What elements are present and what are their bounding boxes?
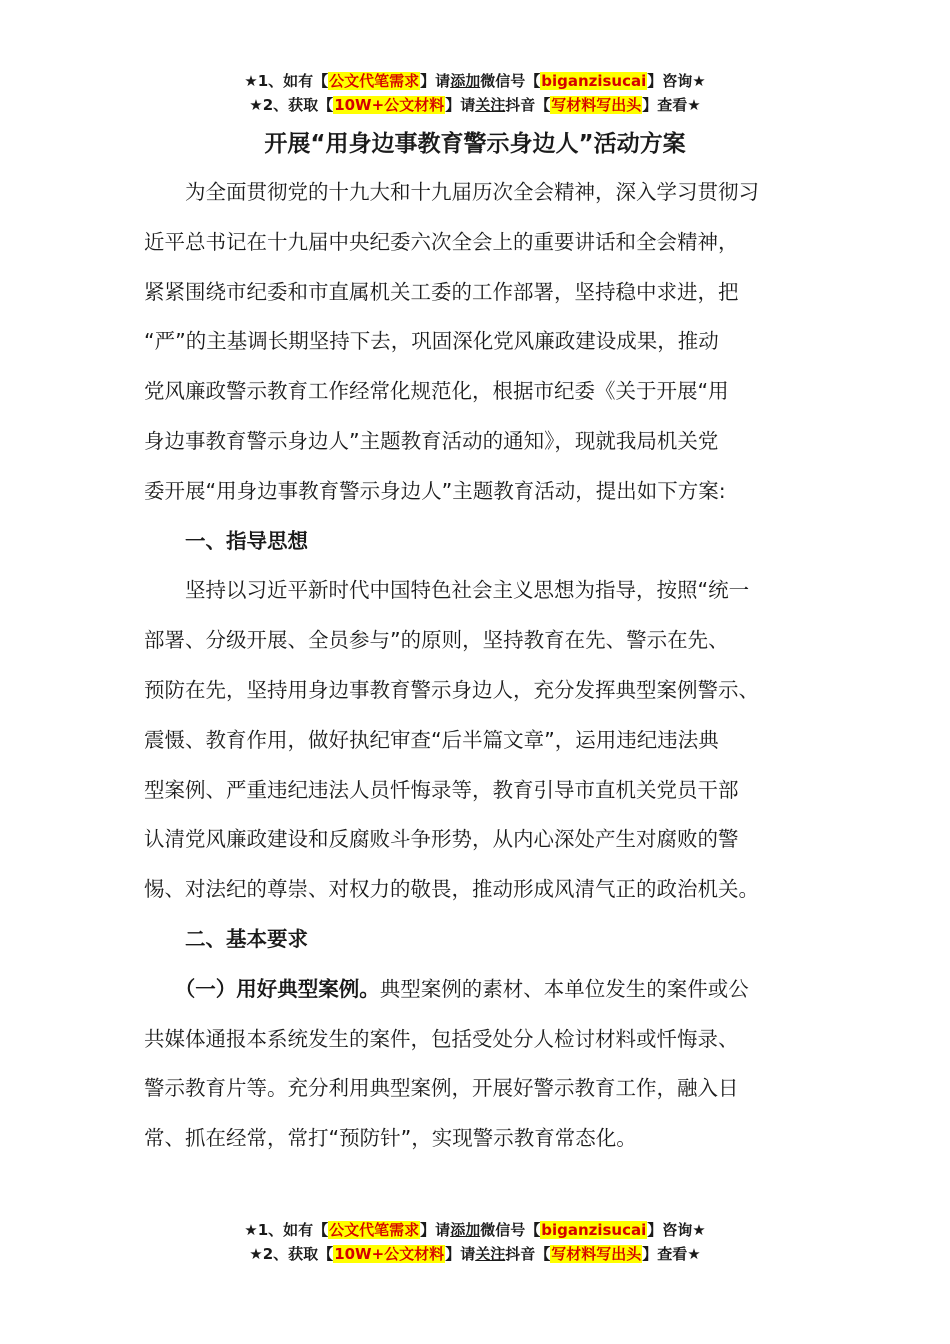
- paragraph-line: 常、抓在经常，常打“预防针”，实现警示教育常态化。: [144, 1126, 637, 1151]
- paragraph-line: 警示教育片等。充分利用典型案例，开展好警示教育工作，融入日: [144, 1076, 739, 1101]
- promo-text: 】请: [420, 72, 451, 90]
- paragraph-line: 惕、对法纪的尊崇、对权力的敬畏，推动形成风清气正的政治机关。: [144, 877, 759, 902]
- promo-line-1: [0, 69, 950, 93]
- document-title: 开展“用身边事教育警示身边人”活动方案: [264, 131, 686, 157]
- promo-line-2: [0, 1242, 950, 1266]
- paragraph-line: 认清党风廉政建设和反腐败斗争形势，从内心深处产生对腐败的警: [144, 827, 739, 852]
- promo-highlight-materials: 10W+公文材料: [334, 96, 445, 114]
- promo-highlight-douyin-id: 写材料写出头: [551, 96, 642, 114]
- promo-underline-add: 添加: [450, 72, 481, 90]
- promo-highlight-service: 公文代笔需求: [329, 1221, 420, 1239]
- paragraph-line: 共媒体通报本系统发生的案件，包括受处分人检讨材料或忏悔录、: [144, 1026, 739, 1051]
- promo-highlight-wechat-id: biganzisucai: [541, 72, 647, 90]
- paragraph-line: 型案例、严重违纪违法人员忏悔录等，教育引导市直机关党员干部: [144, 777, 739, 802]
- promo-highlight-douyin-id: 写材料写出头: [551, 1245, 642, 1263]
- promo-text: 抖音【: [505, 96, 551, 114]
- promo-text: ★1、如有【: [244, 1221, 329, 1239]
- promo-underline-add: 添加: [450, 1221, 481, 1239]
- promo-text: 】请: [445, 96, 476, 114]
- promo-underline-follow: 关注: [475, 1245, 506, 1263]
- promo-highlight-wechat-id: biganzisucai: [541, 1221, 647, 1239]
- promo-text: 】咨询★: [647, 72, 706, 90]
- promo-text: 】咨询★: [647, 1221, 706, 1239]
- promo-text: 抖音【: [505, 1245, 551, 1263]
- promo-text: 】请: [445, 1245, 476, 1263]
- paragraph-line: 近平总书记在十九届中央纪委六次全会上的重要讲话和全会精神，: [144, 229, 739, 254]
- promo-text: 】请: [420, 1221, 451, 1239]
- item-text: 典型案例的素材、本单位发生的案件或公: [379, 976, 749, 1001]
- promo-line-1: [0, 1218, 950, 1242]
- promo-text: ★1、如有【: [244, 72, 329, 90]
- paragraph-line: 预防在先，坚持用身边事教育警示身边人，充分发挥典型案例警示、: [144, 677, 759, 702]
- item-lead: （一）用好典型案例。: [144, 976, 380, 1001]
- promo-highlight-materials: 10W+公文材料: [334, 1245, 445, 1263]
- promo-text: ★2、获取【: [249, 1245, 334, 1263]
- paragraph-line: 坚持以习近平新时代中国特色社会主义思想为指导，按照“统一: [144, 578, 750, 603]
- promo-text: 微信号【: [480, 1221, 541, 1239]
- promo-banner-bottom: [0, 1218, 950, 1266]
- paragraph-line: 部署、分级开展、全员参与”的原则，坚持教育在先、警示在先、: [144, 628, 729, 653]
- paragraph-line: 身边事教育警示身边人”主题教育活动的通知》，现就我局机关党: [144, 428, 719, 453]
- paragraph-line: 为全面贯彻党的十九大和十九届历次全会精神，深入学习贯彻习: [144, 180, 759, 204]
- promo-text: 】查看★: [642, 1245, 701, 1263]
- paragraph-line: 委开展“用身边事教育警示身边人”主题教育活动，提出如下方案:: [144, 478, 726, 503]
- section-heading-basic-requirements: 二、基本要求: [144, 926, 308, 951]
- promo-banner-top: [0, 69, 950, 117]
- promo-text: 】查看★: [642, 96, 701, 114]
- promo-line-2: [0, 93, 950, 117]
- paragraph-line: 党风廉政警示教育工作经常化规范化，根据市纪委《关于开展“用: [144, 379, 729, 404]
- paragraph-line: “严”的主基调长期坚持下去，巩固深化党风廉政建设成果，推动: [144, 329, 719, 354]
- promo-highlight-service: 公文代笔需求: [329, 72, 420, 90]
- promo-text: ★2、获取【: [249, 96, 334, 114]
- section-heading-guiding-ideology: 一、指导思想: [144, 528, 308, 553]
- promo-underline-follow: 关注: [475, 96, 506, 114]
- paragraph-line: 紧紧围绕市纪委和市直属机关工委的工作部署，坚持稳中求进，把: [144, 279, 739, 304]
- paragraph-line: [144, 965, 824, 1015]
- paragraph-line: 震慑、教育作用，做好执纪审查“后半篇文章”，运用违纪违法典: [144, 727, 719, 752]
- promo-text: 微信号【: [480, 72, 541, 90]
- document-body: [144, 168, 824, 1164]
